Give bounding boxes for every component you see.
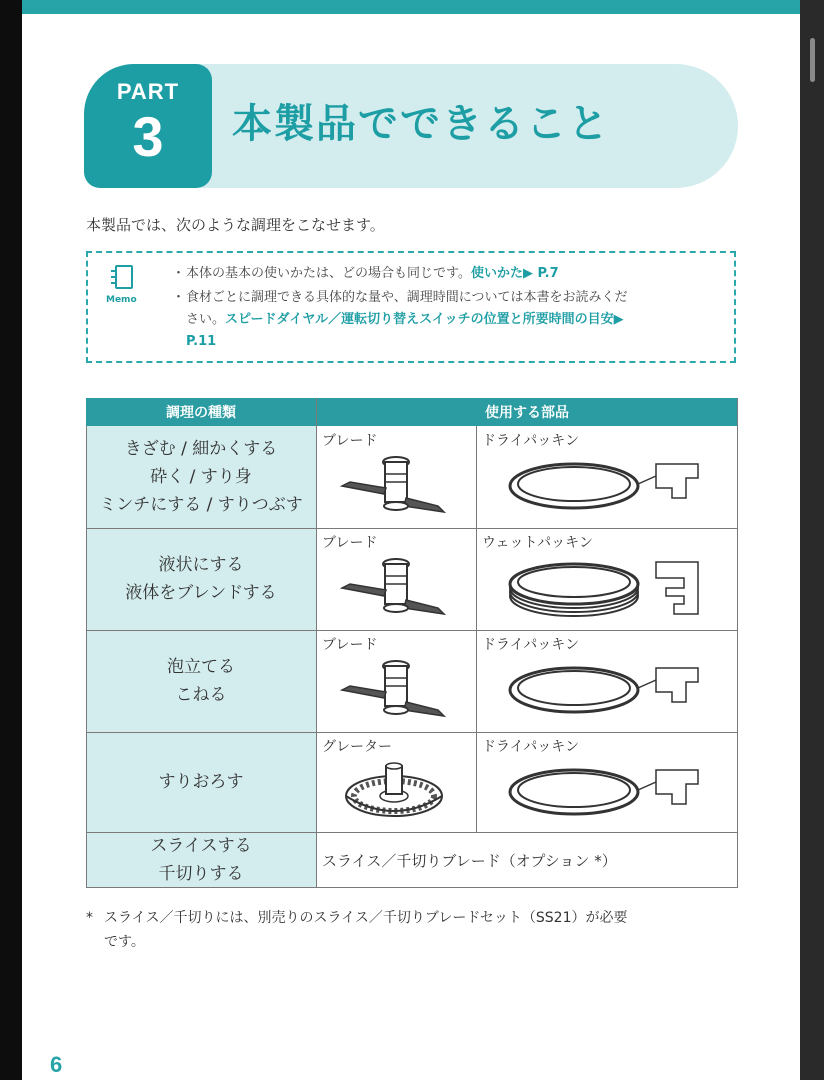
memo-box	[86, 251, 736, 363]
table-cell-part-b	[476, 528, 738, 630]
blade-illustration	[338, 658, 448, 726]
part-label: PART	[116, 79, 180, 104]
blade-illustration	[338, 454, 448, 522]
memo-line-2: ・食材ごとに調理できる具体的な量や、調理時間については本書をお読みくだ	[172, 290, 628, 305]
part-name: スライス／千切りブレード（オプション *）	[322, 851, 617, 870]
page-number: 6	[50, 1052, 63, 1077]
table-cell-part-a	[316, 528, 476, 630]
table-cell-part-a	[316, 732, 476, 832]
dry-packing-illustration	[506, 658, 732, 728]
part-name: ブレード	[322, 433, 378, 449]
table-cell-part-a	[316, 630, 476, 732]
intro-text: 本製品では、次のような調理をこなせます。	[86, 216, 385, 234]
memo-line-3: さい。スピードダイヤル／運転切り替えスイッチの位置と所要時間の目安▶	[186, 312, 624, 327]
grater-illustration	[342, 760, 446, 826]
part-number: 3	[132, 105, 164, 168]
table-cell-part-b	[476, 630, 738, 732]
link-page-11[interactable]: P.11	[186, 334, 217, 349]
memo-line-1: ・本体の基本の使いかたは、どの場合も同じです。使いかた▶ P.7	[172, 266, 559, 281]
document-page	[22, 0, 800, 1080]
table-cell-part-a	[316, 426, 476, 528]
table-cell-part-combined	[316, 832, 738, 888]
wet-packing-illustration	[506, 554, 732, 626]
table-row-category: 液状にする 液体をブレンドする	[86, 528, 316, 630]
table-header-parts: 使用する部品	[316, 398, 738, 426]
part-name: グレーター	[322, 739, 392, 755]
part-name: ブレード	[322, 535, 378, 551]
table-row-category: 泡立てる こねる	[86, 630, 316, 732]
memo-notebook-icon	[106, 265, 140, 315]
part-badge	[84, 64, 212, 188]
viewer-left-margin	[0, 0, 22, 1080]
link-usage[interactable]: 使いかた▶ P.7	[470, 266, 559, 281]
blade-illustration	[338, 556, 448, 624]
table-header-cooking-type: 調理の種類	[86, 398, 316, 426]
part-name: ドライパッキン	[482, 637, 580, 653]
part-name: ドライパッキン	[482, 433, 580, 449]
footnote: * スライス／千切りには、別売りのスライス／千切りブレードセット（SS21）が必要 です。	[86, 910, 628, 950]
chapter-title: 本製品でできること	[232, 101, 610, 147]
dry-packing-illustration	[506, 760, 732, 830]
part-name: ウェットパッキン	[482, 535, 594, 551]
part-name: ブレード	[322, 637, 378, 653]
table-cell-part-b	[476, 732, 738, 832]
table-row-category: すりおろす	[86, 732, 316, 832]
link-speed-dial[interactable]: スピードダイヤル／運転切り替えスイッチの位置と所要時間の目安▶	[225, 312, 624, 327]
parts-table	[86, 398, 738, 888]
viewer-scrollbar-track[interactable]	[800, 0, 824, 1080]
table-row-category: スライスする 千切りする	[86, 832, 316, 888]
top-accent-bar	[22, 0, 800, 14]
scrollbar-thumb[interactable]	[810, 38, 815, 82]
table-cell-part-b	[476, 426, 738, 528]
table-row-category: きざむ / 細かくする 砕く / すり身 ミンチにする / すりつぶす	[86, 426, 316, 528]
memo-label: Memo	[106, 295, 137, 305]
memo-line-4	[172, 331, 216, 353]
part-name: ドライパッキン	[482, 739, 580, 755]
dry-packing-illustration	[506, 454, 732, 524]
